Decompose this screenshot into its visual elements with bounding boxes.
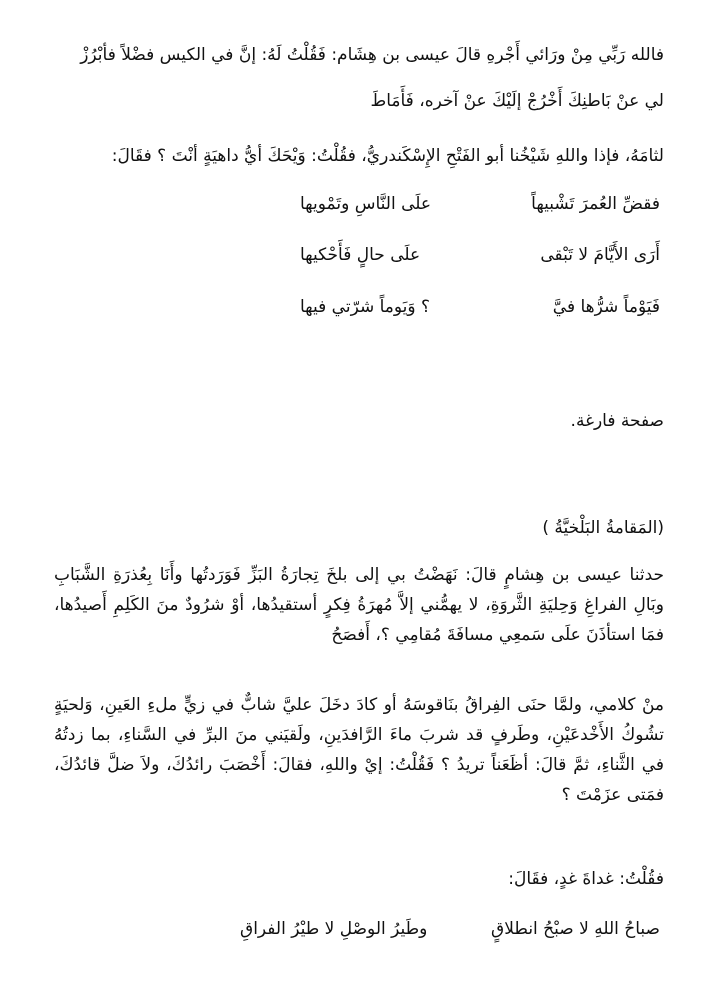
verse-hemistich-first: فقضِّ العُمرَ تَشْبيهاً — [531, 194, 660, 214]
blank-page-note: صفحة فارغة. — [570, 411, 664, 431]
maqama-title: (المَقامةُ البَلْخيَّةُ ) — [542, 518, 664, 538]
verse-hemistich-first: فَيَوْماً شرُّها فيَّ — [552, 297, 660, 317]
verse-hemistich-second: علَى النَّاسِ وتَمْويها — [300, 194, 432, 214]
verse-hemistich-second: وطَيرُ الوصْلِ لا طيْرُ الفراقِ — [240, 919, 428, 939]
said-line: فقُلْتُ: غداةَ غدٍ، فقَالَ: — [508, 869, 664, 889]
text-line-3: لثامَهُ، فإذا واللهِ شَيْخُنا أبو الفَتْحِ الإِسْكَندريُّ، فقُلْتُ: وَيْحَكَ أيُّ داهيَةٍ أنْتَ ؟ فقَالَ: — [111, 146, 664, 166]
maqama-paragraph-2: منْ كلامي، ولمَّا حنَى الفِراقُ بنَاقوسَهُ أو كادَ دخَلَ عليَّ شابٌّ في زيٍّ ملءِ العَينِ، وَلحيَةٍ تشُوكُ الأَخْدعَيْنِ، وطَرفٍ قد شربَ ماءَ الرَّافدَينِ، ولَقيَني منَ البرِّ في السَّناءِ، بما زدتُهُ في الثَّناءِ، ثمَّ قالَ: أظَعَناً تريدُ ؟ فَقُلْتُ: إيْ واللهِ، فقالَ: أَخْصَبَ رائدُكَ، ولاَ ضلَّ قائدُكَ، فمَتى عزَمْتَ ؟ — [54, 695, 664, 805]
verse-hemistich-first: صباحُ اللهِ لا صبْحُ انطلاقٍ — [491, 919, 660, 939]
text-line-2: لي عنْ بَاطنِكَ أَخْرُجْ إلَيْكَ عنْ آخره، فَأَمَاطَ — [370, 91, 664, 111]
verse-hemistich-first: أَرَى الأَيَّامَ لا تَبْقى — [540, 245, 660, 265]
verse-hemistich-second: علَى حالٍ فَأَحْكيها — [300, 245, 421, 265]
verse-hemistich-second: ؟ وَيَوماً شرّتي فيها — [300, 297, 431, 317]
text-line-1: فالله رَبِّي مِنْ ورَائي أَجْرهِ قالَ عيسى بن هِشَام: فَقُلْتُ لَهُ: إنَّ في الكيس فضْلاً فأبْرُزْ — [80, 45, 664, 65]
maqama-paragraph-1: حدثنا عيسى بن هِشامٍ قالَ: نَهَضْتُ بي إلى بلخَ تِجارَةُ البَزِّ فَوَرَدتُها وأَنَا بِعُذرَةِ الشَّبَابِ وبَالِ الفراغِ وَحِليَةِ الثَّروَةِ، لا يهمُّني إلاَّ مُهرَةُ فِكرٍ أستقيدُها، أوْ شرُودٌ منَ الكَلِمِ أَصيدُها، فمَا استأذَنَ علَى سَمعِي مسافَةَ مُقامِي ؟، أَفصَحُ — [54, 565, 664, 645]
